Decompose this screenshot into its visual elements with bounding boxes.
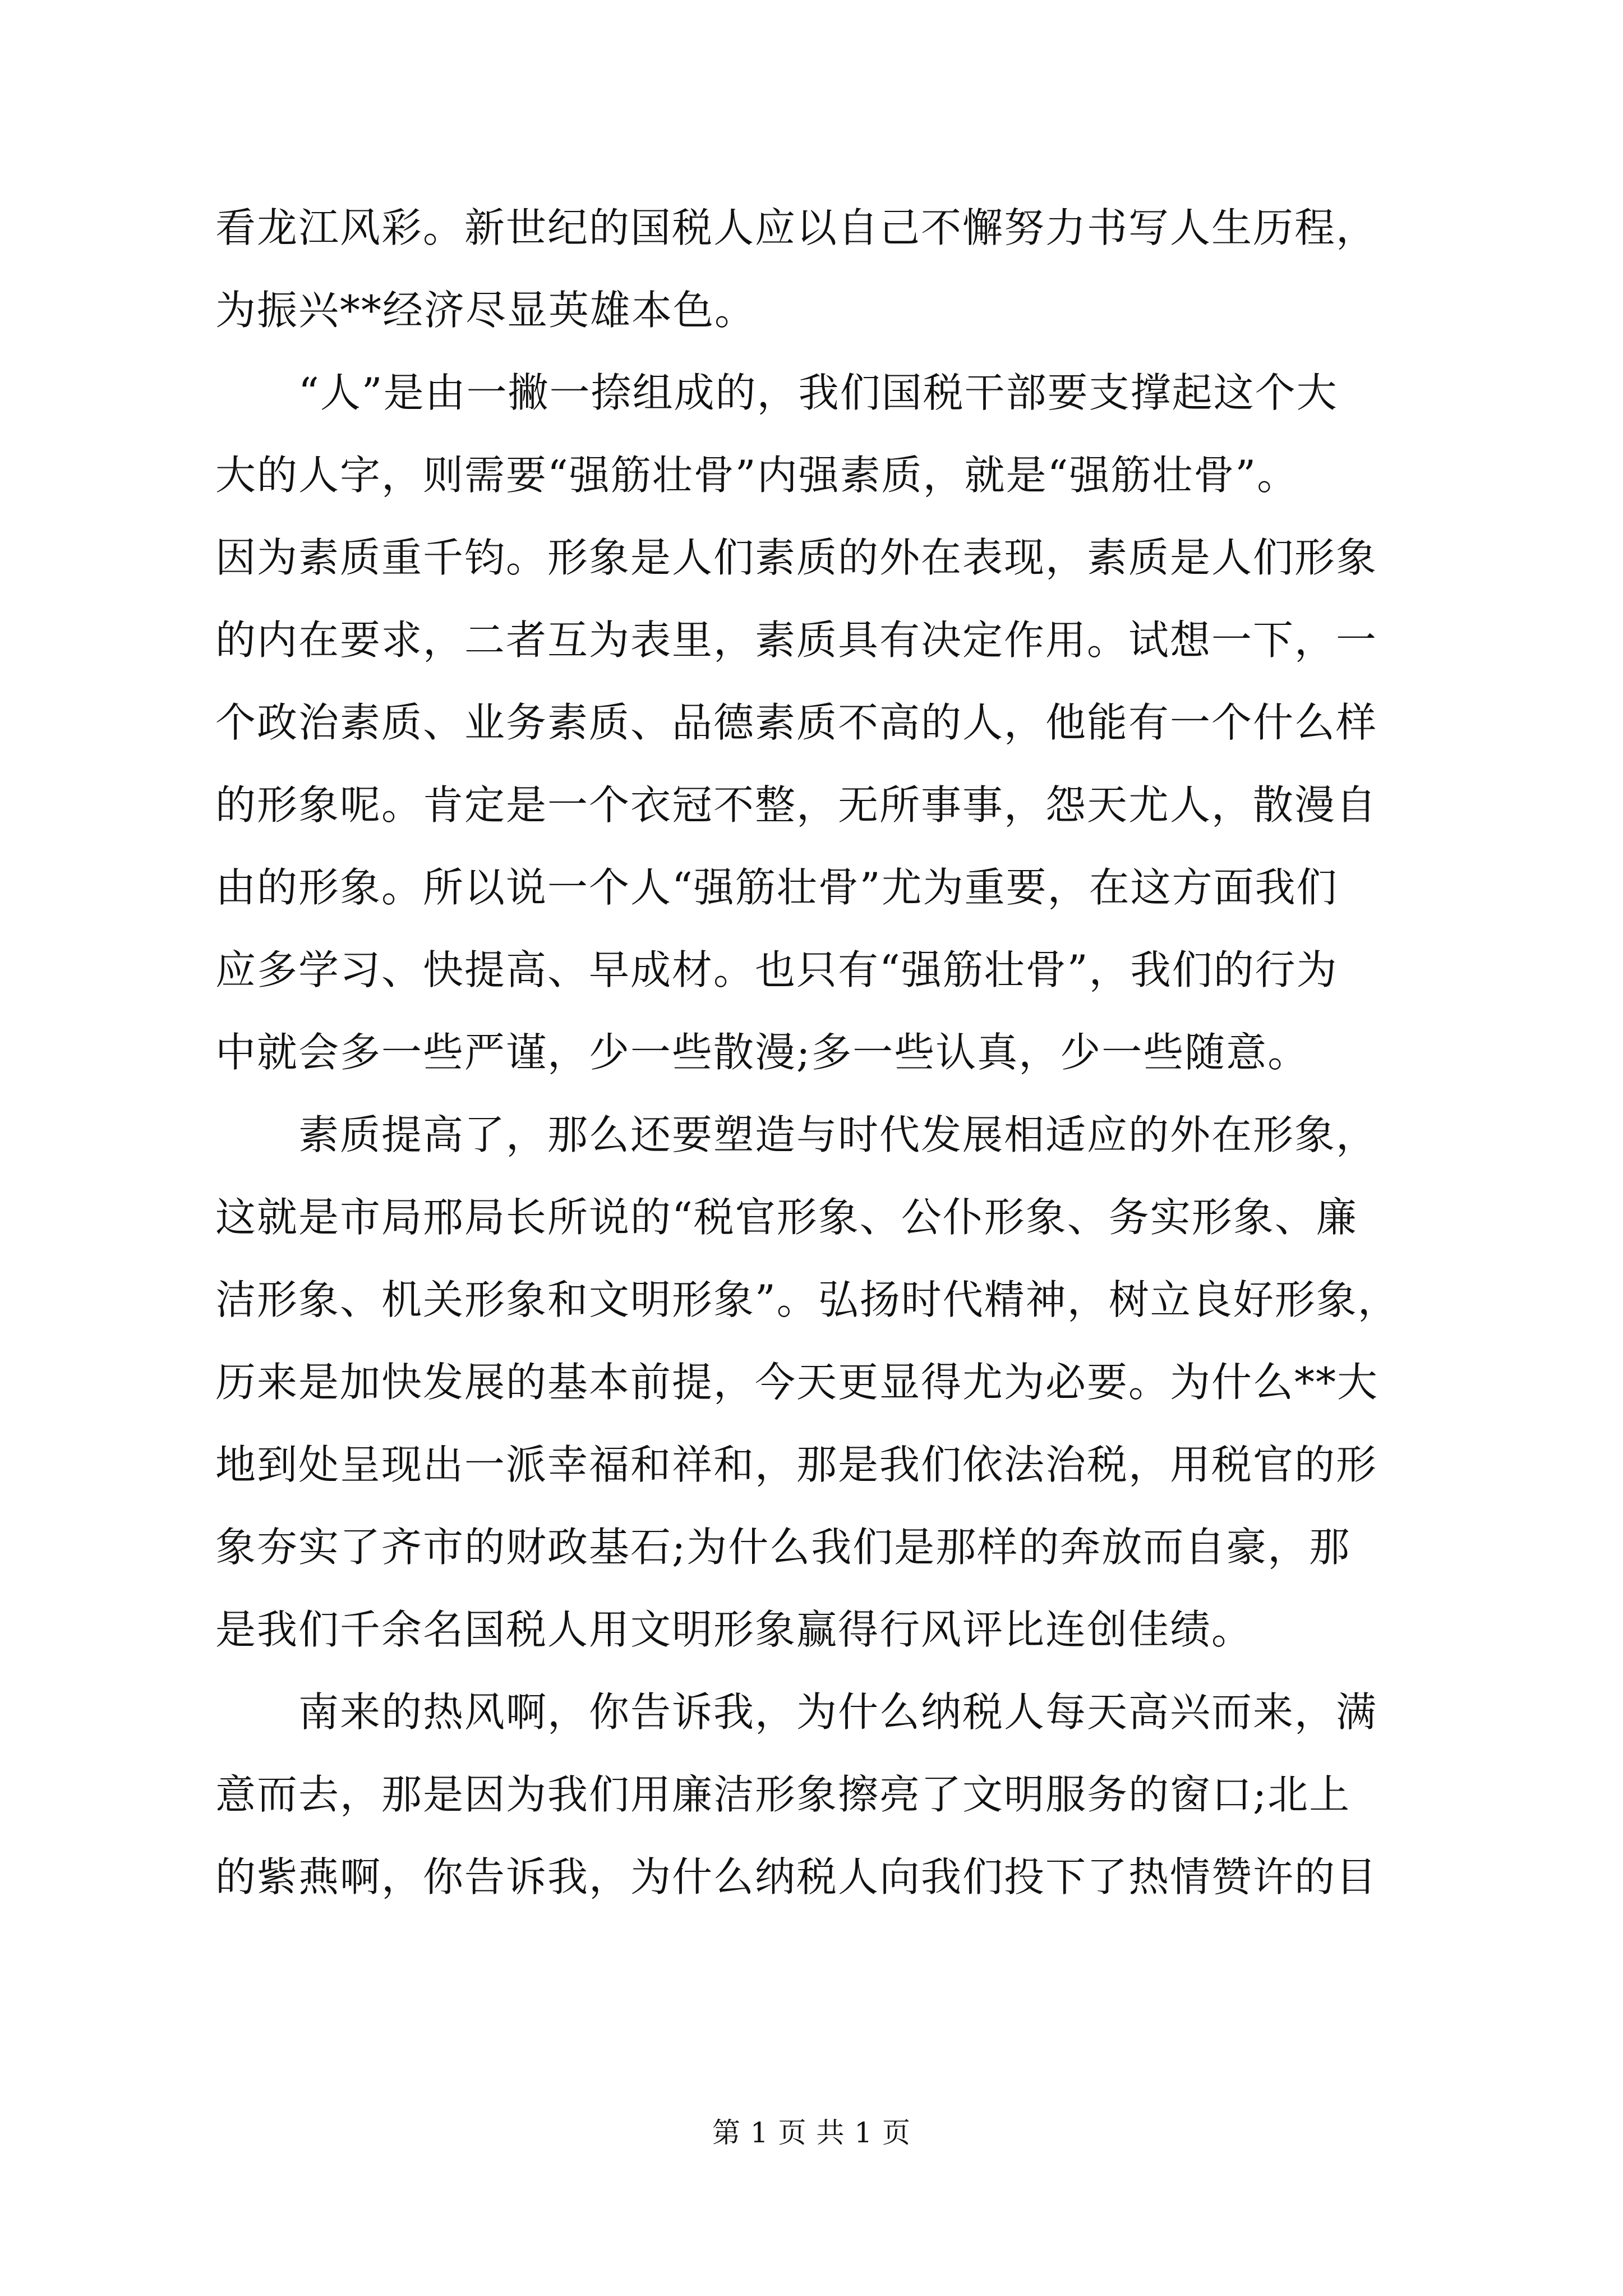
page-number-label: 第 1 页 共 1 页 [712, 2116, 911, 2149]
text-line: 素质提高了，那么还要塑造与时代发展相适应的外在形象， [215, 1111, 1378, 1158]
text-line: 看龙江风彩。新世纪的国税人应以自己不懈努力书写人生历程， [215, 204, 1378, 251]
text-line: 的内在要求，二者互为表里，素质具有决定作用。试想一下，一 [215, 616, 1378, 664]
text-line: “人”是由一撇一捺组成的，我们国税干部要支撑起这个大 [215, 369, 1338, 416]
text-line: 地到处呈现出一派幸福和祥和，那是我们依法治税，用税官的形 [215, 1441, 1378, 1488]
text-line: 意而去，那是因为我们用廉洁形象擦亮了文明服务的窗口;北上 [215, 1771, 1351, 1818]
text-line: 是我们千余名国税人用文明形象赢得行风评比连创佳绩。 [215, 1606, 1253, 1653]
text-line: 因为素质重千钧。形象是人们素质的外在表现，素质是人们形象 [215, 534, 1378, 581]
text-line: 南来的热风啊，你告诉我，为什么纳税人每天高兴而来，满 [215, 1688, 1378, 1736]
text-line: 这就是市局邢局长所说的“税官形象、公仆形象、务实形象、廉 [215, 1194, 1358, 1241]
text-line: 由的形象。所以说一个人“强筋壮骨”尤为重要，在这方面我们 [215, 864, 1338, 911]
text-line: 中就会多一些严谨，少一些散漫;多一些认真，少一些随意。 [215, 1029, 1310, 1076]
text-line: 的紫燕啊，你告诉我，为什么纳税人向我们投下了热情赞许的目 [215, 1853, 1378, 1901]
text-line: 历来是加快发展的基本前提，今天更显得尤为必要。为什么**大 [215, 1359, 1379, 1406]
document-body [215, 187, 1438, 1918]
text-line: 个政治素质、业务素质、品德素质不高的人，他能有一个什么样 [215, 699, 1378, 746]
text-line: 象夯实了齐市的财政基石;为什么我们是那样的奔放而自豪，那 [215, 1524, 1351, 1571]
text-line: 应多学习、快提高、早成材。也只有“强筋壮骨”，我们的行为 [215, 946, 1338, 993]
text-line: 为振兴**经济尽显英雄本色。 [215, 287, 757, 334]
page-footer [0, 2116, 1623, 2150]
text-line: 大的人字，则需要“强筋壮骨”内强素质，就是“强筋壮骨”。 [215, 452, 1299, 499]
text-line: 洁形象、机关形象和文明形象”。弘扬时代精神，树立良好形象， [215, 1276, 1399, 1323]
text-line: 的形象呢。肯定是一个衣冠不整，无所事事，怨天尤人，散漫自 [215, 781, 1378, 829]
